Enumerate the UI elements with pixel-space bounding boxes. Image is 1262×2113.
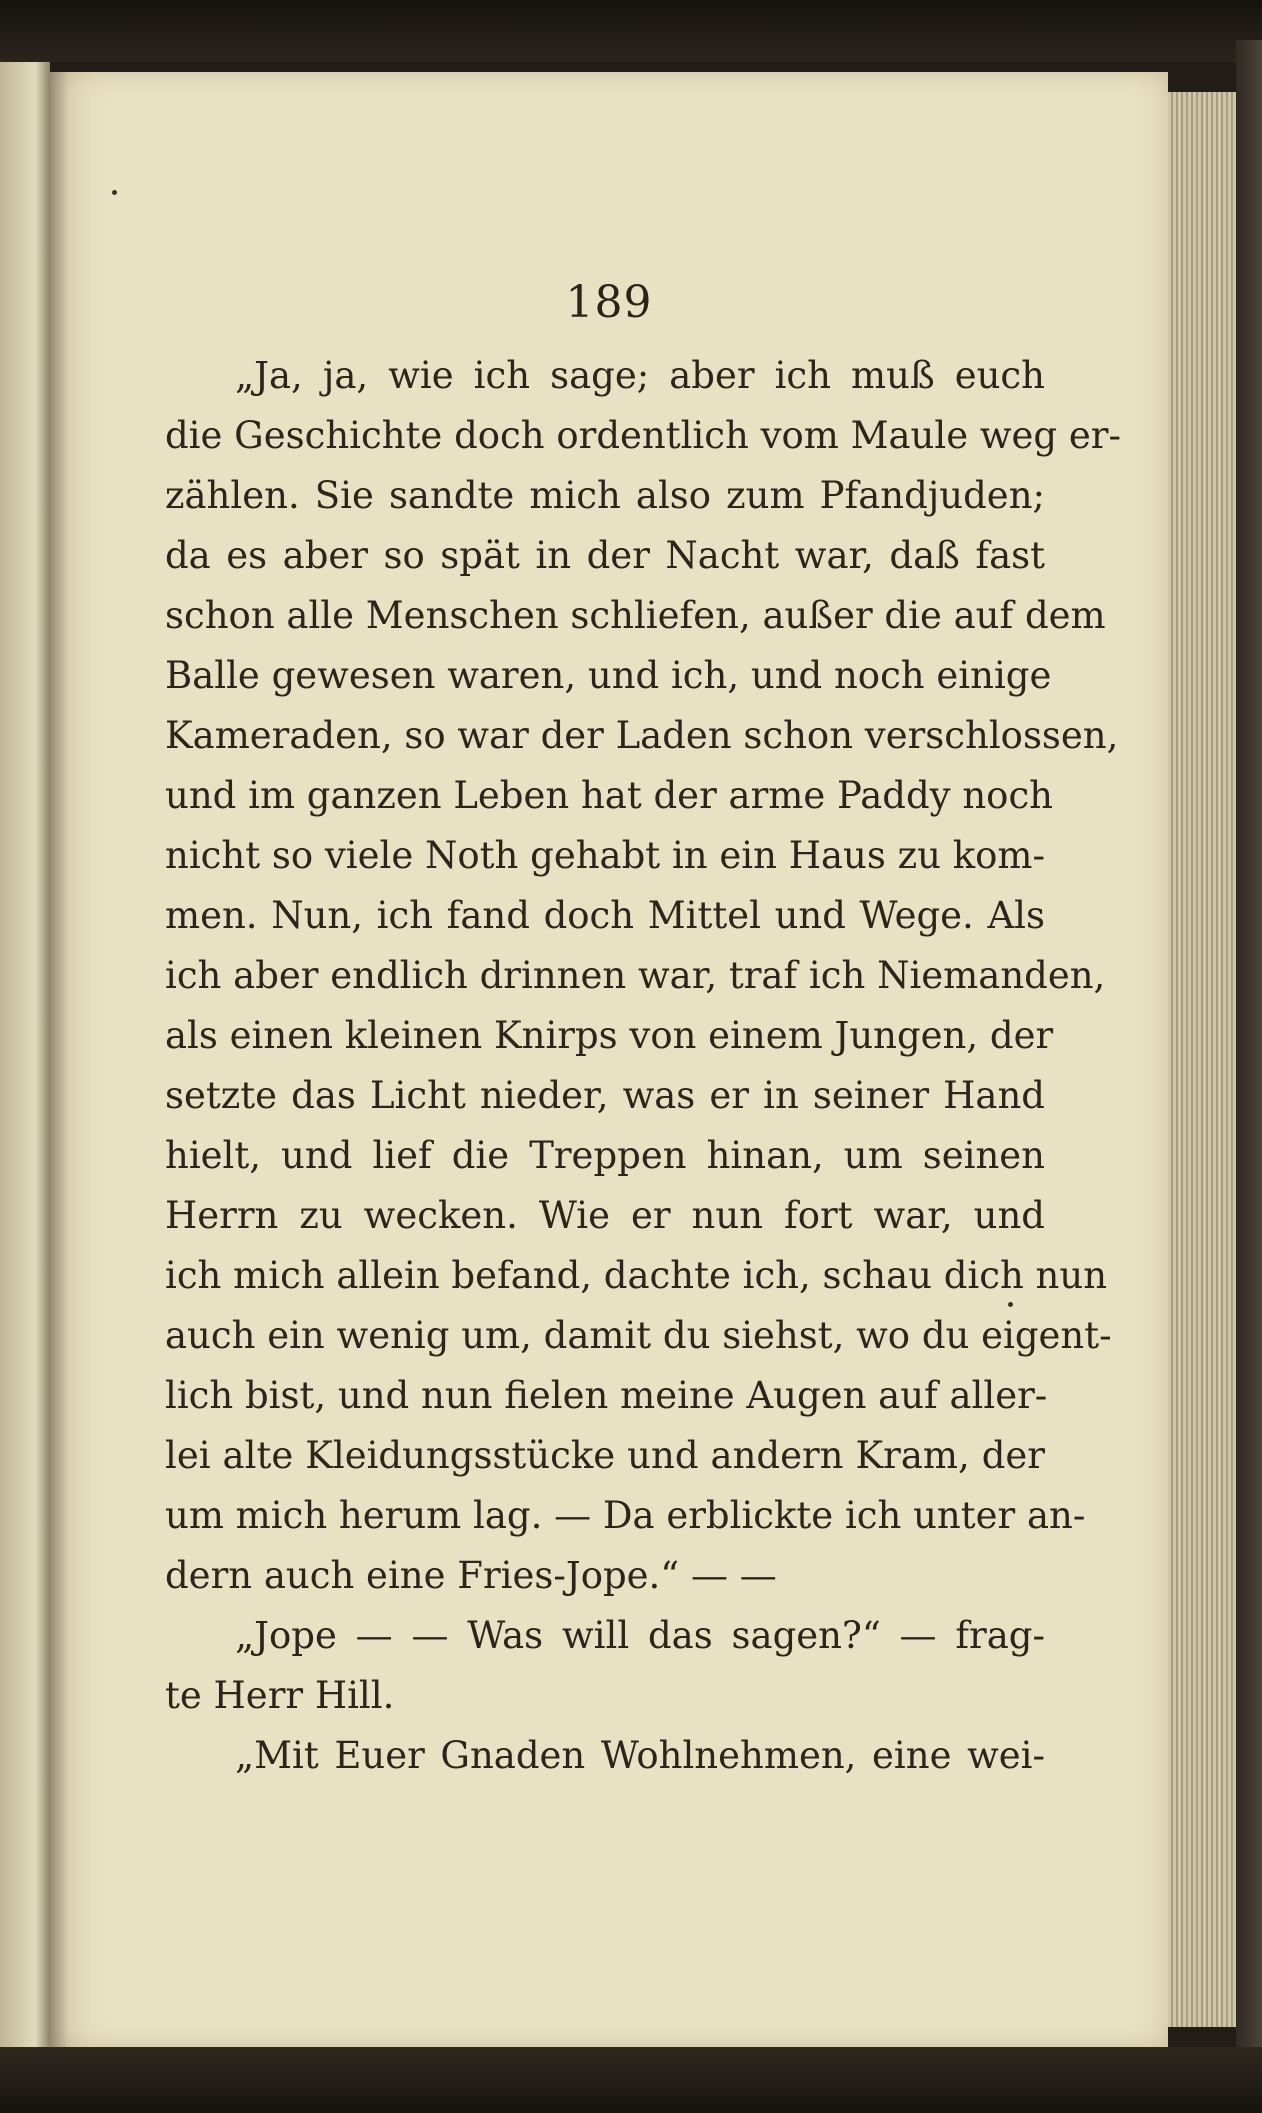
text-line: Kameraden, so war der Laden schon verschlossen,: [165, 714, 1119, 757]
text-line: um mich herum lag. — Da erblickte ich unter an-: [165, 1494, 1086, 1537]
text-line: men. Nun, ich fand doch Mittel und Wege. Als: [165, 894, 1045, 937]
page-number: 189: [565, 277, 653, 328]
text-line: „Jope — — Was will das sagen?“ — frag-: [235, 1614, 1045, 1657]
text-line: die Geschichte doch ordentlich vom Maule weg er-: [165, 414, 1121, 457]
text-line: ich aber endlich drinnen war, traf ich Niemanden,: [165, 954, 1106, 997]
text-line: zählen. Sie sandte mich also zum Pfandjuden;: [165, 474, 1045, 517]
text-line: da es aber so spät in der Nacht war, daß fast: [165, 534, 1045, 577]
speck-mark: [1008, 1302, 1013, 1307]
page-stack-edges: [1168, 92, 1236, 2027]
text-line: lich bist, und nun fielen meine Augen auf aller-: [165, 1374, 1048, 1417]
book-page: [50, 72, 1168, 2047]
text-line: Balle gewesen waren, und ich, und noch einige: [165, 654, 1052, 697]
book-cover-bottom: [0, 2047, 1262, 2113]
text-line: als einen kleinen Knirps von einem Jungen, der: [165, 1014, 1054, 1057]
text-line: und im ganzen Leben hat der arme Paddy noch: [165, 774, 1053, 817]
text-line: dern auch eine Fries-Jope.“ — —: [165, 1554, 777, 1597]
text-line: Herrn zu wecken. Wie er nun fort war, und: [165, 1194, 1045, 1237]
text-line: schon alle Menschen schliefen, außer die auf dem: [165, 594, 1106, 637]
book-cover-right: [1236, 40, 1262, 2113]
text-line: nicht so viele Noth gehabt in ein Haus zu kom-: [165, 834, 1045, 877]
text-line: ich mich allein befand, dachte ich, schau dich nun: [165, 1254, 1108, 1297]
book-cover-top: [0, 0, 1262, 62]
text-line: lei alte Kleidungsstücke und andern Kram, der: [165, 1434, 1045, 1477]
text-line: setzte das Licht nieder, was er in seiner Hand: [165, 1074, 1045, 1117]
text-line: auch ein wenig um, damit du siehst, wo du eigent-: [165, 1314, 1112, 1357]
speck-mark: [112, 190, 117, 195]
text-line: te Herr Hill.: [165, 1674, 395, 1717]
text-line: „Mit Euer Gnaden Wohlnehmen, eine wei-: [235, 1734, 1045, 1777]
facing-page-edge: [0, 62, 50, 2113]
text-line: „Ja, ja, wie ich sage; aber ich muß euch: [235, 354, 1045, 397]
page-gutter: [50, 72, 68, 2047]
text-line: hielt, und lief die Treppen hinan, um seinen: [165, 1134, 1045, 1177]
